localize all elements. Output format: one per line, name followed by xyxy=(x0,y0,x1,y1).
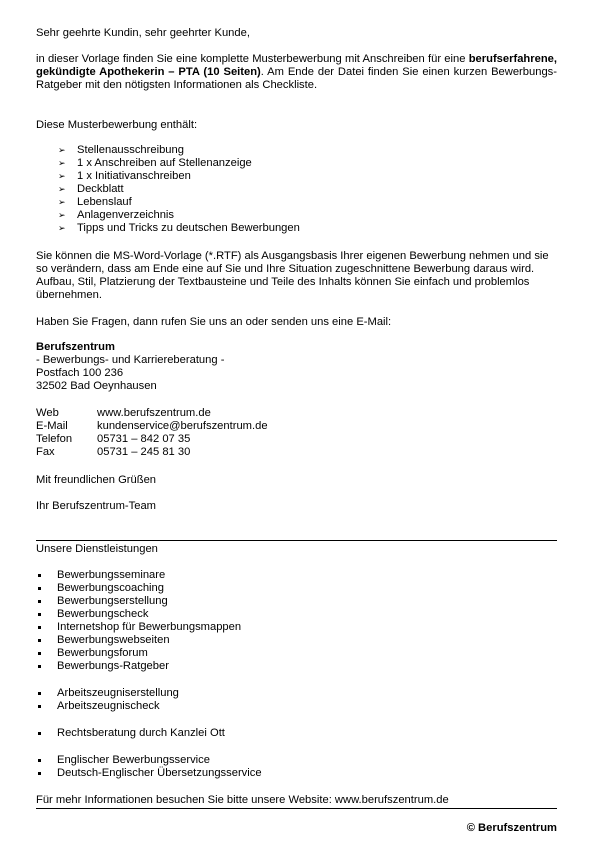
arrow-bullet-icon: ➢ xyxy=(58,210,66,220)
list-item: Bewerbungswebseiten xyxy=(36,634,557,647)
copyright-text: © Berufszentrum xyxy=(466,822,557,834)
arrow-bullet-icon: ➢ xyxy=(58,223,66,233)
square-bullet-icon xyxy=(38,759,41,762)
contents-heading: Diese Musterbewerbung enthält: xyxy=(36,119,198,131)
list-item: Bewerbungsseminare xyxy=(36,569,557,582)
arrow-bullet-icon: ➢ xyxy=(58,197,66,207)
signature: Ihr Berufszentrum-Team xyxy=(36,500,156,512)
square-bullet-icon xyxy=(38,626,41,629)
square-bullet-icon xyxy=(38,639,41,642)
closing-greeting: Mit freundlichen Grüßen xyxy=(36,474,157,486)
square-bullet-icon xyxy=(38,652,41,655)
more-info-link[interactable]: Für mehr Informationen besuchen Sie bitte unsere Website: www.berufszentrum.de xyxy=(36,794,449,806)
list-item: Deutsch-Englischer Übersetzungsservice xyxy=(36,767,557,780)
list-item: ➢ Stellenausschreibung xyxy=(58,144,184,156)
square-bullet-icon xyxy=(38,705,41,708)
list-item: Rechtsberatung durch Kanzlei Ott xyxy=(36,727,557,740)
address-block xyxy=(36,341,557,393)
email-link[interactable]: kundenservice@berufszentrum.de xyxy=(97,420,268,432)
list-item: Englischer Bewerbungsservice xyxy=(36,754,557,767)
questions-paragraph: Haben Sie Fragen, dann rufen Sie uns an oder senden uns eine E-Mail: xyxy=(36,316,392,328)
list-item: Arbeitszeugniserstellung xyxy=(36,687,557,700)
services-list-legal xyxy=(36,727,557,740)
list-item: Internetshop für Bewerbungsmappen xyxy=(36,621,557,634)
list-item: ➢ 1 x Initiativanschreiben xyxy=(58,170,191,182)
company-tagline: - Bewerbungs- und Karriereberatung - xyxy=(36,354,225,366)
square-bullet-icon xyxy=(38,574,41,577)
website-link[interactable]: www.berufszentrum.de xyxy=(97,407,211,419)
square-bullet-icon xyxy=(38,600,41,603)
services-list-english xyxy=(36,754,557,780)
square-bullet-icon xyxy=(38,613,41,616)
square-bullet-icon xyxy=(38,772,41,775)
arrow-bullet-icon: ➢ xyxy=(58,184,66,194)
list-item: ➢ Lebenslauf xyxy=(58,196,132,208)
square-bullet-icon xyxy=(38,732,41,735)
list-item: ➢ Deckblatt xyxy=(58,183,124,195)
list-item: ➢ 1 x Anschreiben auf Stellenanzeige xyxy=(58,157,252,169)
section-divider xyxy=(36,540,557,541)
salutation: Sehr geehrte Kundin, sehr geehrter Kunde, xyxy=(36,27,250,39)
services-list-main xyxy=(36,569,557,673)
list-item: Bewerbungs-Ratgeber xyxy=(36,660,557,673)
services-heading: Unsere Dienstleistungen xyxy=(36,543,158,555)
intro-paragraph xyxy=(36,53,557,92)
services-list-references xyxy=(36,687,557,713)
intro-text-end: . Am Ende der Datei finden Sie einen kurzen Bewerbungs-Ratgeber mit den nötigsten Informationen als Checkliste. xyxy=(36,66,557,91)
square-bullet-icon xyxy=(38,692,41,695)
arrow-bullet-icon: ➢ xyxy=(58,145,66,155)
list-item: Bewerbungsforum xyxy=(36,647,557,660)
list-item: Bewerbungserstellung xyxy=(36,595,557,608)
intro-text-start: in dieser Vorlage finden Sie eine komplette Musterbewerbung mit Anschreiben für eine xyxy=(36,53,469,65)
city: 32502 Bad Oeynhausen xyxy=(36,380,157,392)
square-bullet-icon xyxy=(38,665,41,668)
list-item: ➢ Anlagenverzeichnis xyxy=(58,209,175,221)
intro-highlight: berufserfahrene, gekündigte Apothekerin – PTA (10 Seiten) xyxy=(36,53,557,78)
company-name: Berufszentrum xyxy=(36,341,115,353)
list-item: Arbeitszeugnischeck xyxy=(36,700,557,713)
arrow-bullet-icon: ➢ xyxy=(58,158,66,168)
square-bullet-icon xyxy=(38,587,41,590)
arrow-bullet-icon: ➢ xyxy=(58,171,66,181)
usage-paragraph: Sie können die MS-Word-Vorlage (*.RTF) als Ausgangsbasis Ihrer eigenen Bewerbung nehmen und sie so verändern, dass am Ende eine auf Sie und Ihre Situation zugeschnittene Bewerbung daraus wird. Aufbau, Stil, Platzierung der Textbausteine und Teile des Inhalts können Sie einfach und problemlos übernehmen. xyxy=(36,250,549,301)
contents-list xyxy=(36,144,557,235)
list-item: Bewerbungscoaching xyxy=(36,582,557,595)
list-item: ➢ Tipps und Tricks zu deutschen Bewerbungen xyxy=(58,222,300,234)
list-item: Bewerbungscheck xyxy=(36,608,557,621)
po-box: Postfach 100 236 xyxy=(36,367,124,379)
footer-divider xyxy=(36,808,557,809)
